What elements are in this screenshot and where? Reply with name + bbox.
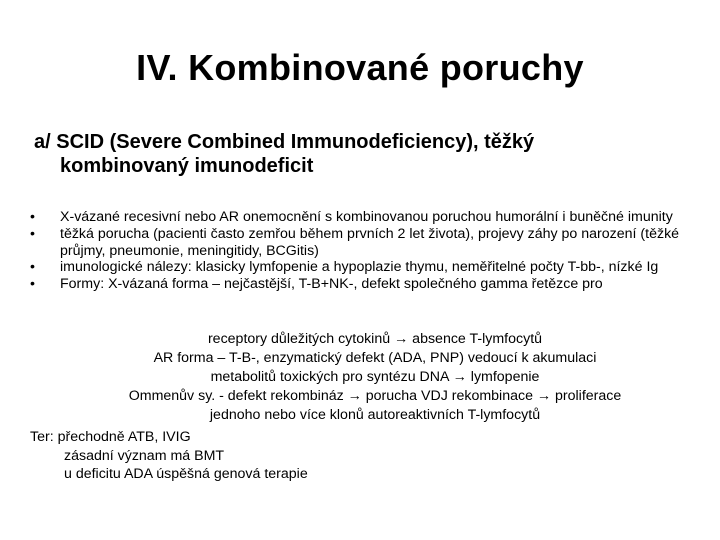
therapy-line-1: přechodně ATB, IVIG: [57, 429, 191, 445]
forms-line: jednoho nebo více klonů autoreaktivních T-lymfocytů: [209, 407, 541, 423]
forms-line: receptory důležitých cytokinů → absence T-lymfocytů: [207, 331, 543, 347]
therapy-line-3: u deficitu ADA úspěšná genová terapie: [64, 466, 308, 482]
therapy-label: Ter:: [30, 429, 54, 445]
section-heading-line-1: a/ SCID (Severe Combined Immunodeficiency), těžký: [34, 131, 535, 153]
bullet-item: [30, 276, 690, 293]
bullet-item: [30, 226, 690, 260]
bullet-marker: •: [30, 259, 35, 276]
forms-line: AR forma – T-B-, enzymatický defekt (ADA, PNP) vedoucí k akumulaci: [153, 350, 597, 366]
bullet-item: [30, 259, 690, 276]
forms-line: metabolitů toxických pro syntézu DNA → lymfopenie: [210, 369, 540, 385]
bullet-text: X-vázané recesivní nebo AR onemocnění s kombinovanou poruchou humorální i buněčné imunity: [60, 209, 673, 225]
bullet-item: [30, 209, 690, 226]
bullet-marker: •: [30, 276, 35, 293]
bullet-text: těžká porucha (pacienti často zemřou během prvních 2 let života), projevy záhy po narození (těžké průjmy, pneumonie, meningitidy, BCGitis): [60, 225, 680, 259]
therapy-block: [30, 428, 308, 484]
therapy-line-2: zásadní význam má BMT: [64, 447, 225, 464]
bullet-list: [30, 209, 690, 293]
forms-line: Ommenův sy. - defekt rekombináz → porucha VDJ rekombinace → proliferace: [128, 388, 622, 404]
slide-title: IV. Kombinované poruchy: [136, 47, 584, 88]
bullet-text: Formy: X-vázaná forma – nejčastější, T-B+NK-, defekt společného gamma řetězce pro: [60, 276, 603, 293]
bullet-marker: •: [30, 225, 35, 242]
bullet-text: imunologické nálezy: klasicky lymfopenie a hypoplazie thymu, neměřitelné počty T-bb-, nízké Ig: [60, 259, 659, 276]
section-heading: [34, 130, 694, 178]
section-heading-line-2: kombinovaný imunodeficit: [60, 155, 314, 177]
bullet-marker: •: [30, 209, 35, 225]
